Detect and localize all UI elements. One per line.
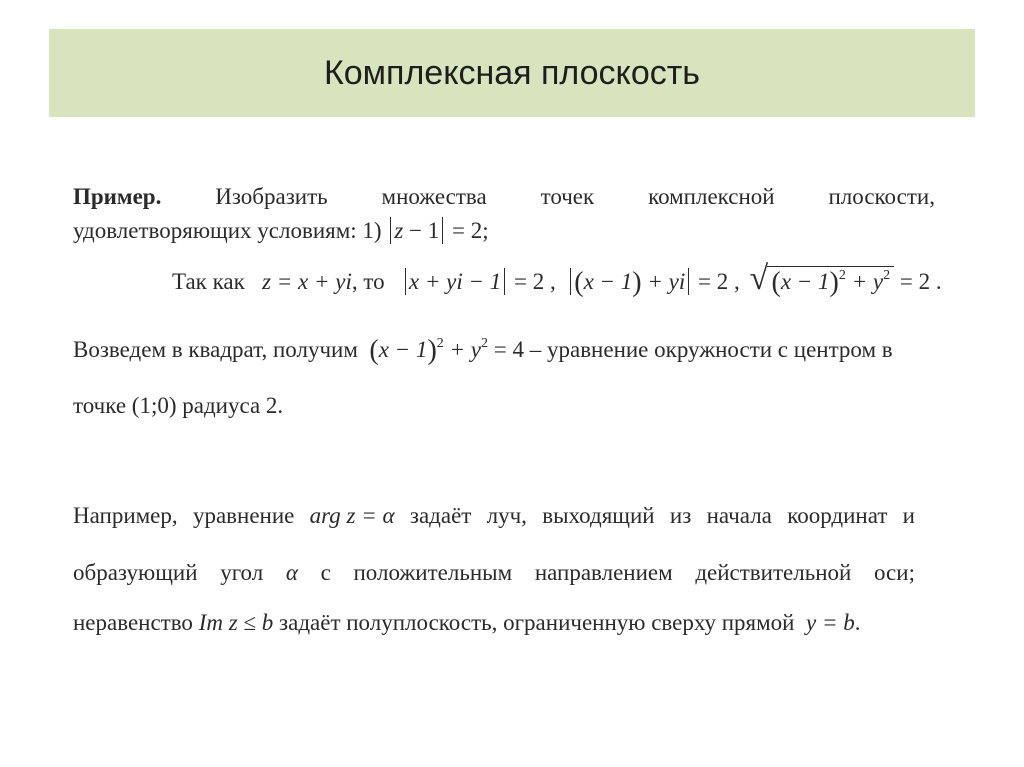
word: луч,	[486, 503, 527, 528]
exponent: 2	[883, 268, 891, 283]
word: плоскости,	[828, 184, 935, 209]
period: .	[854, 610, 861, 635]
word: координат	[787, 503, 888, 528]
title-bar	[49, 29, 975, 117]
math-circle-b: + y	[449, 337, 481, 362]
center-text: точке (1;0) радиуса 2.	[73, 393, 284, 418]
math-minus-one: − 1	[409, 218, 440, 243]
word: направлением	[534, 560, 673, 585]
example-label: Пример.	[73, 184, 162, 209]
word: задаёт	[409, 503, 472, 528]
math-im: Im z ≤ b	[198, 610, 274, 635]
then-text: , то	[351, 269, 385, 294]
text-line-3: Так как z = x + yi, то x + yi − 1 = 2 , (x − 1) + yi = 2 , √ $(x - 1)^2 + y^2 = 2$ .	[172, 260, 942, 298]
since-text: Так как	[172, 269, 245, 294]
text-line-6	[73, 502, 915, 530]
math-sqrt-a: x − 1	[780, 269, 830, 294]
circle-text: – уравнение окружности с центром в	[529, 337, 893, 362]
math-abs2-b: + yi	[647, 269, 686, 294]
word: угол	[220, 560, 264, 585]
word: комплексной	[648, 184, 775, 209]
math-abs1: x + yi − 1	[408, 269, 502, 294]
text-line-7	[73, 559, 915, 587]
word: действительной	[695, 560, 852, 585]
math-alpha: α	[285, 560, 298, 585]
word: положительным	[353, 560, 513, 585]
math-z: z	[394, 218, 404, 243]
math-arg: arg z = α	[309, 503, 395, 528]
halfplane-text: задаёт полуплоскость, ограниченную сверху прямой	[279, 610, 795, 635]
text-line-5	[73, 392, 283, 420]
text-line-8	[73, 609, 860, 637]
math-circle-eq: = 4	[493, 337, 524, 362]
math-eq: = 2;	[452, 218, 489, 243]
conditions-text: удовлетворяющих условиям: 1)	[73, 218, 382, 243]
text-line-4: Возведем в квадрат, получим $(x - 1)^2 + y^2 = 4$ – уравнение окружности с центром в	[73, 335, 893, 366]
math-sqrt: √ $(x - 1)^2 + y^2$	[749, 268, 894, 297]
word: образующий	[73, 560, 198, 585]
math-sqrt-eq: = 2 .	[899, 269, 942, 294]
word: точек	[540, 184, 595, 209]
word: множества	[381, 184, 487, 209]
exponent: 2	[436, 336, 444, 351]
word: оси;	[873, 560, 915, 585]
inequality-text: неравенство	[73, 610, 193, 635]
math-sqrt-b: + y	[851, 269, 884, 294]
word: с	[320, 560, 331, 585]
exponent: 2	[481, 336, 488, 351]
word: Изобразить	[215, 184, 328, 209]
math-abs1-eq: = 2 ,	[514, 269, 556, 294]
word: Например,	[73, 503, 178, 528]
math-z-def: z = x + yi	[262, 269, 352, 294]
square-text: Возведем в квадрат, получим	[73, 337, 358, 362]
word: и	[902, 503, 915, 528]
word: из	[669, 503, 692, 528]
exponent: 2	[838, 268, 846, 283]
math-line: y = b	[805, 610, 855, 635]
text-line-1	[73, 183, 935, 211]
word: уравнение	[192, 503, 295, 528]
math-circle-a: x − 1	[378, 337, 428, 362]
slide-title: Комплексная плоскость	[323, 53, 701, 92]
math-abs2-a: x − 1	[583, 269, 633, 294]
text-line-2	[73, 217, 489, 245]
word: начала	[706, 503, 772, 528]
math-abs2-eq: = 2 ,	[698, 269, 740, 294]
word: выходящий	[542, 503, 655, 528]
